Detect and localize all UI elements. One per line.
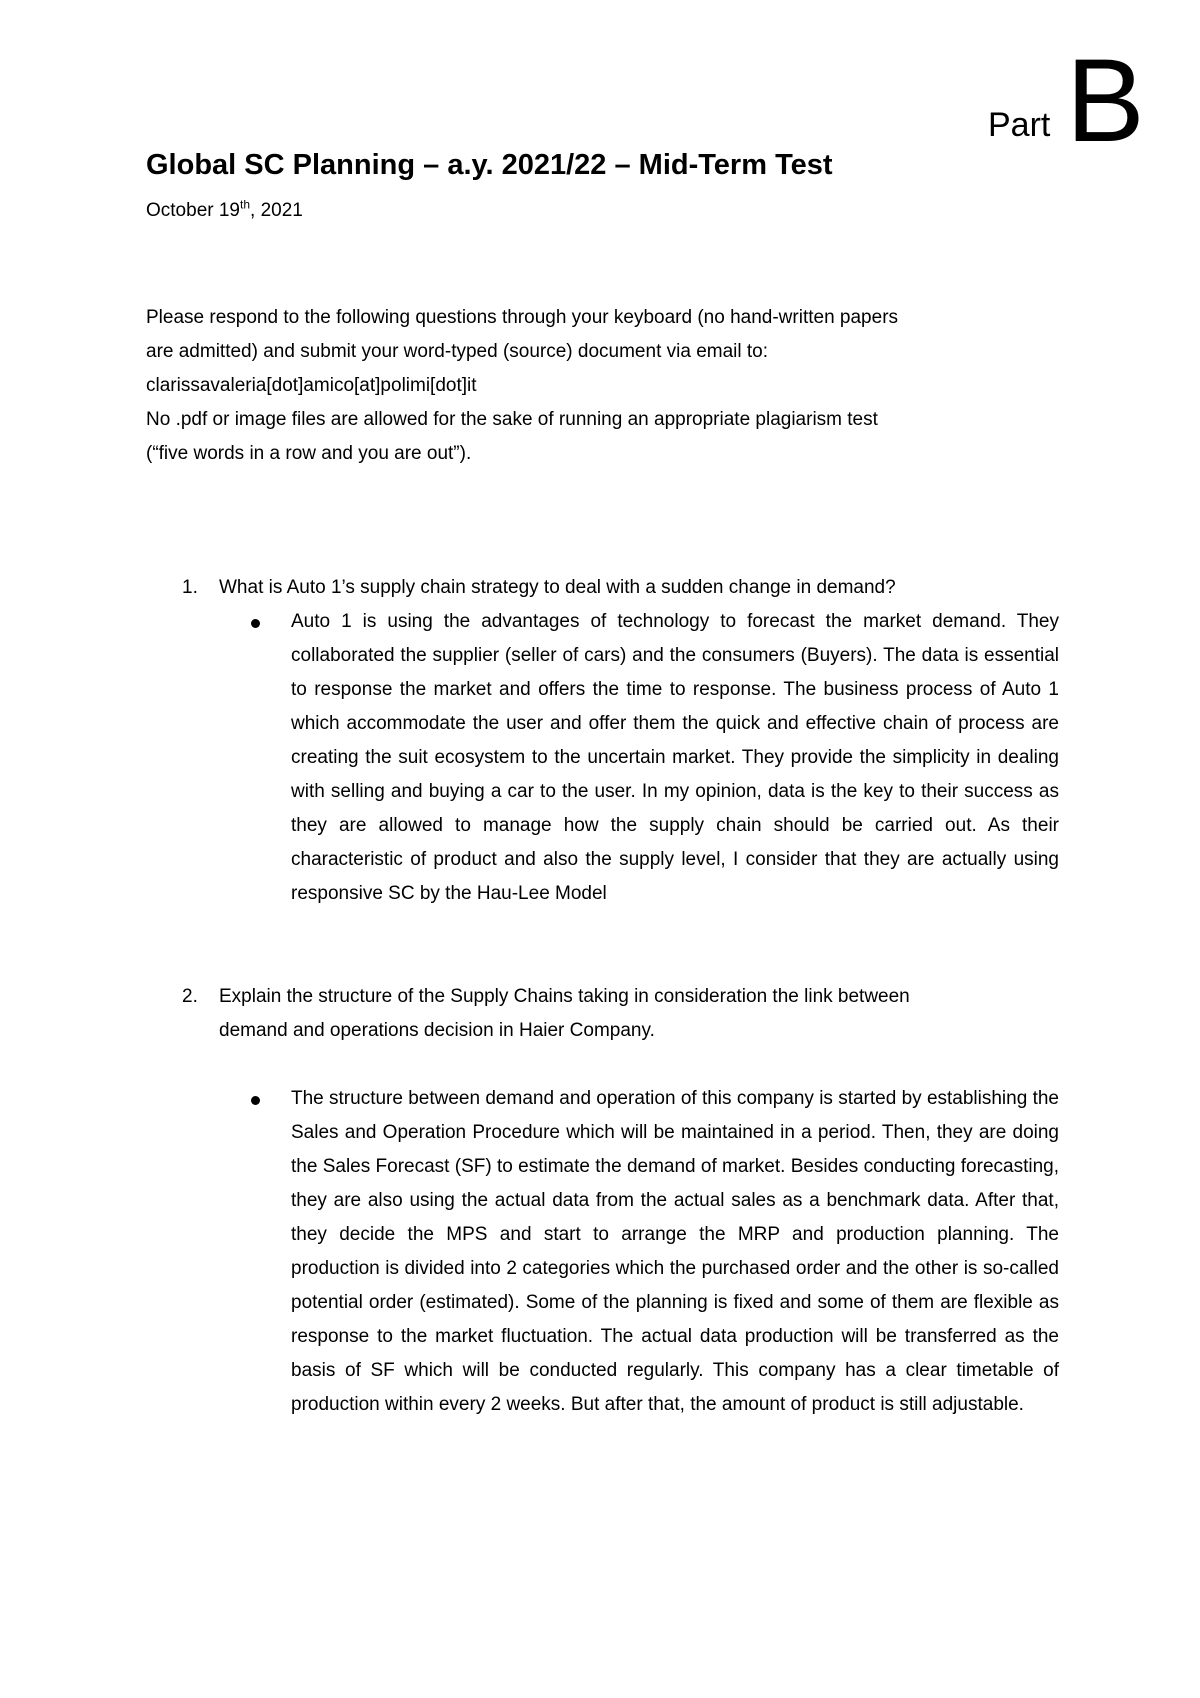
- question-text: Explain the structure of the Supply Chains taking in consideration the link between: [219, 986, 910, 1007]
- answer-2: The structure between demand and operation of this company is started by establishing the Sales and Operation Procedure which will be maintained in a period. Then, they are doing the Sales Forecast (SF) to estimate the demand of market. Besides conducting forecasting, they are also using the actual data from the actual sales as a benchmark data. After that, they decide the MPS and start to arrange the MRP and production planning. The production is divided into 2 categories which the purchased order and the other is so-called potential order (estimated). Some of the planning is fixed and some of them are flexible as response to the market fluctuation. The actual data production will be transferred as the basis of SF which will be conducted regularly. This company has a clear timetable of production within every 2 weeks. But after that, the amount of product is still adjustable.: [291, 1088, 1059, 1415]
- bullet-icon: [251, 1096, 260, 1105]
- bullet-icon: [251, 619, 260, 628]
- instructions: [146, 301, 1076, 471]
- instructions-line: (“five words in a row and you are out”).: [146, 443, 472, 464]
- part-letter: B: [1066, 35, 1145, 167]
- date-main: October 19: [146, 200, 240, 221]
- question-text: demand and operations decision in Haier Company.: [219, 1020, 655, 1041]
- question-text: What is Auto 1’s supply chain strategy to deal with a sudden change in demand?: [219, 577, 896, 598]
- answer-1: Auto 1 is using the advantages of technology to forecast the market demand. They collaborated the supplier (seller of cars) and the consumers (Buyers). The data is essential to response the market and offers the time to response. The business process of Auto 1 which accommodate the user and offer them the quick and effective chain of process are creating the suit ecosystem to the uncertain market. They provide the simplicity in dealing with selling and buying a car to the user. In my opinion, data is the key to their success as they are allowed to manage how the supply chain should be carried out. As their characteristic of product and also the supply level, I consider that they are actually using responsive SC by the Hau-Lee Model: [291, 611, 1059, 904]
- exam-date: [146, 197, 303, 223]
- instructions-line: are admitted) and submit your word-typed (source) document via email to:: [146, 341, 768, 362]
- page-title: Global SC Planning – a.y. 2021/22 – Mid-Term Test: [146, 149, 833, 181]
- date-rest: , 2021: [250, 200, 303, 221]
- question-number: 1.: [182, 577, 198, 598]
- email-address: clarissavaleria[dot]amico[at]polimi[dot]it: [146, 375, 477, 396]
- part-label: Part: [988, 106, 1051, 144]
- instructions-line: Please respond to the following questions through your keyboard (no hand-written papers: [146, 307, 899, 328]
- date-superscript: th: [240, 197, 251, 212]
- instructions-line: No .pdf or image files are allowed for the sake of running an appropriate plagiarism test: [146, 409, 878, 430]
- question-number: 2.: [182, 986, 198, 1007]
